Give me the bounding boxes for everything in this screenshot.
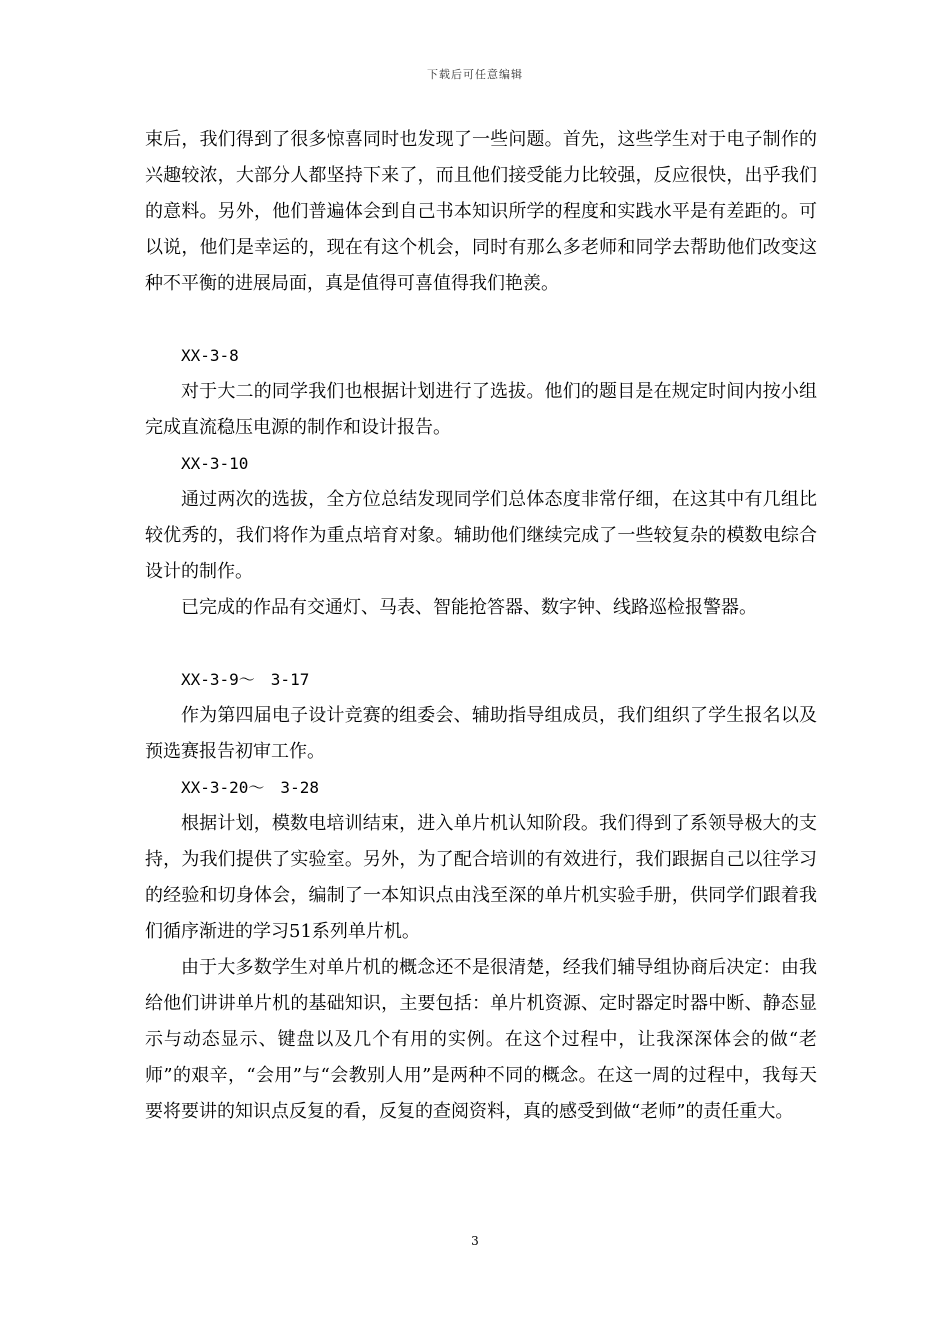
paragraph-6: 由于大多数学生对单片机的概念还不是很清楚，经我们辅导组协商后决定：由我给他们讲讲单片机的基础知识，主要包括：单片机资源、定时器定时器中断、静态显示与动态显示、键盘以及几个有用的实例。在这个过程中，让我深深体会的做“老师”的艰辛，“会用”与“会教别人用”是两种不同的概念。在这一周的过程中，我每天要将要讲的知识点反复的看，反复的查阅资料，真的感受到做“老师”的责任重大。 xyxy=(145,957,817,1122)
paragraph-gap xyxy=(145,302,817,338)
page-header: 下载后可任意编辑 xyxy=(427,68,523,81)
paragraph-intro: 束后，我们得到了很多惊喜同时也发现了一些问题。首先，这些学生对于电子制作的兴趣较浓，大部分人都坚持下来了，而且他们接受能力比较强，反应很快，出乎我们的意料。另外，他们普遍体会到自己书本知识所学的程度和实践水平是有差距的。可以说，他们是幸运的，现在有这个机会，同时有那么多老师和同学去帮助他们改变这种不平衡的进展局面，真是值得可喜值得我们艳羡。 xyxy=(145,129,817,294)
paragraph-2: 通过两次的选拔，全方位总结发现同学们总体态度非常仔细，在这其中有几组比较优秀的，我们将作为重点培育对象。辅助他们继续完成了一些较复杂的模数电综合设计的制作。 xyxy=(145,489,817,582)
paragraph-1: 对于大二的同学我们也根据计划进行了选拔。他们的题目是在规定时间内按小组完成直流稳压电源的制作和设计报告。 xyxy=(145,381,817,438)
paragraph-5: 根据计划，模数电培训结束，进入单片机认知阶段。我们得到了系领导极大的支持，为我们提供了实验室。另外，为了配合培训的有效进行，我们跟据自己以往学习的经验和切身体会，编制了一本知识点由浅至深的单片机实验手册，供同学们跟着我们循序渐进的学习51系列单片机。 xyxy=(145,813,817,942)
document-body xyxy=(145,122,817,1130)
page-number: 3 xyxy=(471,1234,479,1248)
date-heading-4: XX-3-20～ 3-28 xyxy=(181,778,319,797)
date-heading-1: XX-3-8 xyxy=(181,346,239,365)
date-heading-3: XX-3-9～ 3-17 xyxy=(181,670,310,689)
paragraph-gap xyxy=(145,626,817,662)
paragraph-4: 作为第四届电子设计竞赛的组委会、辅助指导组成员，我们组织了学生报名以及预选赛报告初审工作。 xyxy=(145,705,817,762)
date-heading-2: XX-3-10 xyxy=(181,454,249,473)
paragraph-3: 已完成的作品有交通灯、马表、智能抢答器、数字钟、线路巡检报警器。 xyxy=(181,597,757,618)
